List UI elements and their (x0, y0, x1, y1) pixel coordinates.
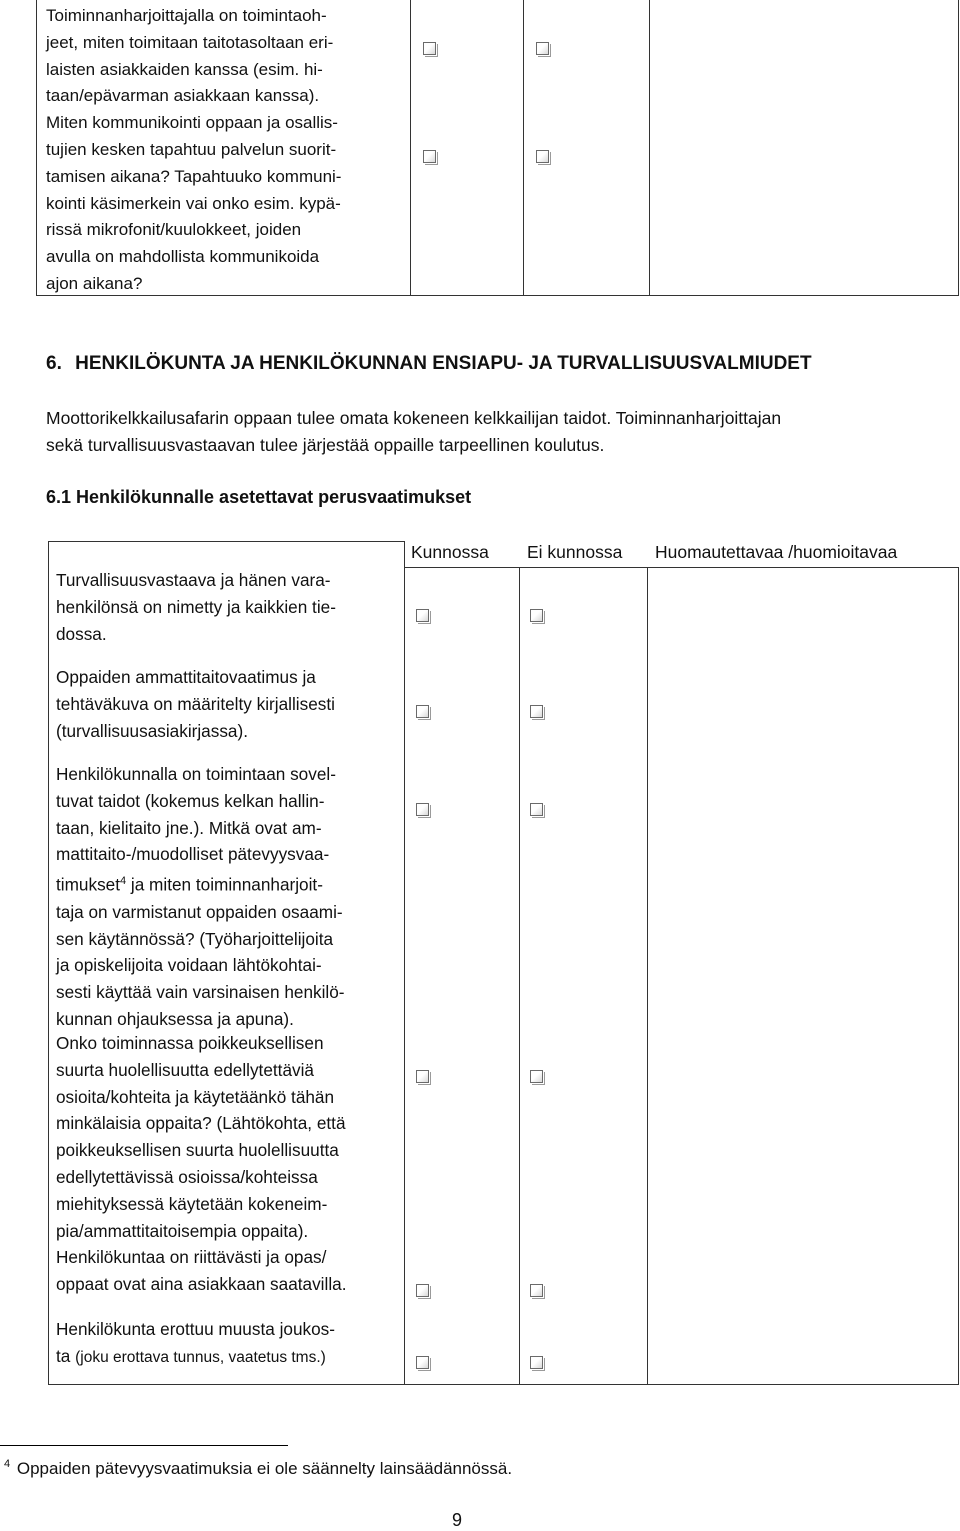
column-header-kunnossa: Kunnossa (411, 542, 489, 562)
table-row: Henkilökunnalla on toimintaan sovel- tuvat taidot (kokemus kelkan hallin- taan, kielitaito jne.). Mitkä ovat am- mattitaito-/muodolliset pätevyysvaa- timukset$^4$ ja miten toiminnanharjoit- taja on varmistanut oppaiden osaami- sen käytännössä? (Työharjoittelijoita ja opiskelijoita voidaan lähtökohtai- sesti käyttää vain varsinaisen henkilö- kunnan ohjauksessa ja apuna). (56, 764, 345, 1029)
footnote-ref: 4 (120, 875, 127, 888)
table-row: Henkilökunta erottuu muusta joukos- ta (joku erottava tunnus, vaatetus tms.) (56, 1319, 335, 1366)
subsection-title: 6.1 Henkilökunnalle asetettavat perusvaatimukset (46, 487, 472, 507)
ei-kunnossa-checkbox[interactable] (530, 1284, 543, 1297)
section-heading (46, 353, 812, 375)
kunnossa-checkbox[interactable] (416, 803, 429, 816)
section-number: 6. (46, 353, 62, 374)
kunnossa-checkbox[interactable] (416, 1284, 429, 1297)
kunnossa-checkbox[interactable] (416, 705, 429, 718)
footnote-marker: 4 (4, 1458, 11, 1470)
column-header-ei-kunnossa: Ei kunnossa (527, 542, 623, 562)
kunnossa-checkbox[interactable] (416, 609, 429, 622)
kunnossa-checkbox[interactable] (416, 1070, 429, 1083)
table-row: Turvallisuusvastaava ja hänen vara- henkilönsä on nimetty ja kaikkien tie- dossa. (56, 570, 336, 644)
column-header-huomautettavaa: Huomautettavaa /huomioitavaa (655, 542, 898, 562)
kunnossa-checkbox[interactable] (416, 1356, 429, 1369)
section-title: HENKILÖKUNTA JA HENKILÖKUNNAN ENSIAPU- JA TURVALLISUUSVALMIUDET (75, 353, 812, 374)
table-row: Henkilökuntaa on riittävästi ja opas/ oppaat ovat aina asiakkaan saatavilla. (56, 1247, 347, 1294)
kunnossa-checkbox[interactable] (423, 42, 436, 55)
question-cell: Toiminnanharjoittajalla on toimintaoh- jeet, miten toimitaan taitotasoltaan eri- laisten asiakkaiden kanssa (esim. hi- taan/epävarman asiakkaan kanssa). Miten kommunikointi oppaan ja osallis- tujien kesken tapahtuu palvelun suorit- tamisen aikana? Tapahtuuko kommuni- kointi käsimerkein vai onko esim. kypä- rissä mikrofonit/kuulokkeet, joiden avulla on mahdollista kommunikoida ajon aikana? (46, 6, 342, 293)
ei-kunnossa-checkbox[interactable] (536, 150, 549, 163)
footnote (4, 1458, 512, 1479)
ei-kunnossa-checkbox[interactable] (530, 1070, 543, 1083)
kunnossa-checkbox[interactable] (423, 150, 436, 163)
page-number: 9 (452, 1510, 463, 1530)
ei-kunnossa-checkbox[interactable] (530, 705, 543, 718)
ei-kunnossa-checkbox[interactable] (530, 609, 543, 622)
ei-kunnossa-checkbox[interactable] (536, 42, 549, 55)
section-paragraph: Moottorikelkkailusafarin oppaan tulee omata kokeneen kelkkailijan taidot. Toiminnanharjoittajan sekä turvallisuusvastaavan tulee järjestää oppaille tarpeellinen koulutus. (46, 408, 782, 455)
table-row: Onko toiminnassa poikkeuksellisen suurta huolellisuutta edellytettäviä osioita/kohteita ja käytetäänkö tähän minkälaisia oppaita? (Lähtökohta, että poikkeuksellisen suurta huolellisuutta edellytettävissä osioissa/kohteissa miehityksessä käytetään kokeneim- pia/ammattitaitoisempia oppaita). (56, 1033, 346, 1241)
footnote-text: Oppaiden pätevyysvaatimuksia ei ole säännelty lainsäädännössä. (16, 1458, 513, 1478)
table-row: Oppaiden ammattitaitovaatimus ja tehtäväkuva on määritelty kirjallisesti (turvallisuusasiakirjassa). (56, 667, 335, 741)
footnote-separator (0, 1445, 288, 1446)
ei-kunnossa-checkbox[interactable] (530, 803, 543, 816)
ei-kunnossa-checkbox[interactable] (530, 1356, 543, 1369)
